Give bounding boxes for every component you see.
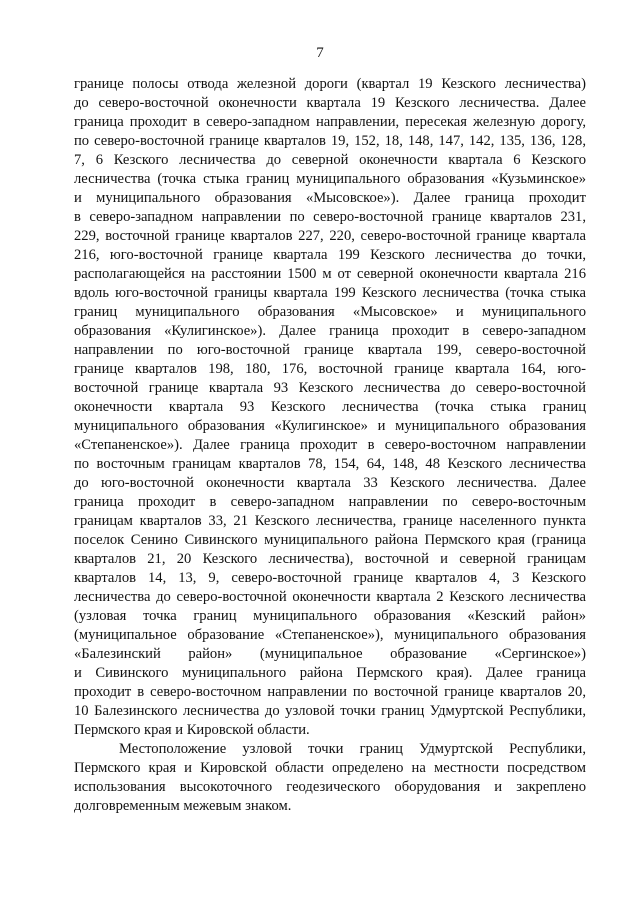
text-line: до северо-восточной оконечности квартала 19 Кезского лесничества. Далее (74, 95, 586, 111)
text-line: границе кварталов 198, 180, 176, восточной границе квартала 164, юго- (74, 361, 586, 377)
text-line: Пермского края и Кировской области. (74, 722, 310, 738)
text-line: 229, восточной границе кварталов 227, 220, северо-восточной границе квартала (74, 228, 586, 244)
text-line: границ муниципального образования «Мысовское» и муниципального (74, 304, 586, 320)
text-line: до юго-восточной оконечности квартала 33 Кезского лесничества. Далее (74, 475, 586, 491)
text-line: кварталов 21, 20 Кезского лесничества), восточной и северной границам (74, 551, 586, 567)
paragraph-node-location (74, 740, 586, 816)
text-line: граница проходит в северо-западном направлении по северо-восточным (74, 494, 586, 510)
text-line: по восточным границам кварталов 78, 154, 64, 148, 48 Кезского лесничества (74, 456, 586, 472)
text-line: проходит в северо-восточном направлении по восточной границе кварталов 20, (74, 684, 586, 700)
page-number: 7 (316, 45, 324, 61)
document-body (74, 75, 586, 816)
paragraph-boundary-description (74, 75, 586, 740)
text-line: 10 Балезинского лесничества до узловой точки границ Удмуртской Республики, (74, 703, 586, 719)
text-line: образования «Кулигинское»). Далее граница проходит в северо-западном (74, 323, 586, 339)
text-line: Пермского края и Кировской области определено на местности посредством (74, 760, 586, 776)
text-line: и Сивинского муниципального района Пермского края). Далее граница (74, 665, 586, 681)
text-line: долговременным межевым знаком. (74, 798, 292, 814)
text-line: 7, 6 Кезского лесничества до северной оконечности квартала 6 Кезского (74, 152, 586, 168)
text-line: 216, юго-восточной границе квартала 199 Кезского лесничества до точки, (74, 247, 586, 263)
text-line: «Степаненское»). Далее граница проходит в северо-восточном направлении (74, 437, 586, 453)
text-line: по северо-восточной границе кварталов 19, 152, 18, 148, 147, 142, 135, 136, 128, (74, 133, 586, 149)
text-line: (муниципальное образование «Степаненское»), муниципального образования (74, 627, 586, 643)
text-line: поселок Сенино Сивинского муниципального района Пермского края (граница (74, 532, 586, 548)
text-line: восточной границе квартала 93 Кезского лесничества до северо-восточной (74, 380, 586, 396)
text-line: кварталов 14, 13, 9, северо-восточной границе кварталов 4, 3 Кезского (74, 570, 586, 586)
text-line: направлении по юго-восточной границе квартала 199, северо-восточной (74, 342, 586, 358)
text-line: «Балезинский район» (муниципальное образование «Сергинское») (74, 646, 586, 662)
text-line: лесничества до северо-восточной оконечности квартала 2 Кезского лесничества (74, 589, 586, 605)
text-line: границам кварталов 33, 21 Кезского лесничества, границе населенного пункта (74, 513, 586, 529)
text-line: в северо-западном направлении по северо-восточной границе кварталов 231, (74, 209, 586, 225)
text-line: (узловая точка границ муниципального образования «Кезский район» (74, 608, 586, 624)
text-line: Местоположение узловой точки границ Удмуртской Республики, (119, 741, 586, 757)
text-line: использования высокоточного геодезического оборудования и закреплено (74, 779, 586, 795)
text-line: и муниципального образования «Мысовское»). Далее граница проходит (74, 190, 586, 206)
text-line: оконечности квартала 93 Кезского лесничества (точка стыка границ (74, 399, 586, 415)
text-line: вдоль юго-восточной границы квартала 199 Кезского лесничества (точка стыка (74, 285, 586, 301)
text-line: границе полосы отвода железной дороги (квартал 19 Кезского лесничества) (74, 76, 586, 92)
text-line: располагающейся на расстоянии 1500 м от северной оконечности квартала 216 (74, 266, 586, 282)
text-line: лесничества (точка стыка границ муниципального образования «Кузьминское» (74, 171, 586, 187)
text-line: граница проходит в северо-западном направлении, пересекая железную дорогу, (74, 114, 586, 130)
text-line: муниципального образования «Кулигинское» и муниципального образования (74, 418, 586, 434)
